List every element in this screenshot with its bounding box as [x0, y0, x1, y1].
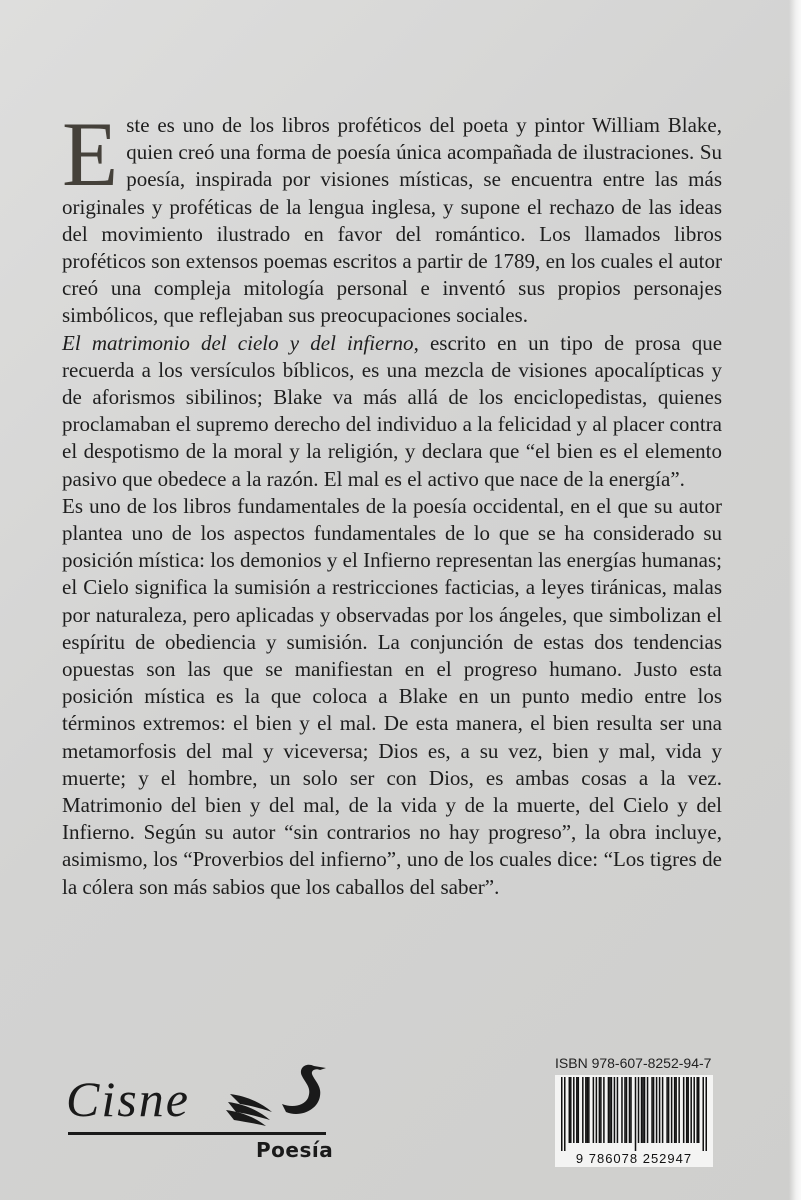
barcode-bar [656, 1077, 658, 1143]
barcode-bar [609, 1077, 611, 1143]
barcode-bar [617, 1077, 619, 1143]
barcode-bar [624, 1077, 626, 1143]
barcode-bar [678, 1077, 680, 1143]
book-title: El matrimonio del cielo y del infierno [62, 330, 414, 355]
publisher-logo [66, 1060, 336, 1170]
barcode-bar [666, 1077, 668, 1143]
barcode-bar [629, 1077, 631, 1143]
barcode [555, 1075, 713, 1167]
barcode-bar [647, 1077, 649, 1143]
logo-divider [68, 1132, 326, 1135]
barcode-bar [653, 1077, 655, 1143]
barcode-bars [561, 1077, 707, 1151]
barcode-bar [635, 1077, 637, 1151]
barcode-bar [585, 1077, 587, 1143]
paragraph-2-text: , escrito en un tipo de prosa que recuerda a los versículos bíblicos, es una mezcla de visiones apocalípticas y de aforismos sibilinos; Blake va más allá de los enciclopedistas, quienes proclamaban el supremo derecho del individuo a la felicidad y al placer contra el despotismo de la moral y la religión, y declara que “el bien es el elemento pasivo que obedece a la razón. El mal es el activo que nace de la energía”. [62, 330, 723, 491]
barcode-bar [630, 1077, 632, 1143]
barcode-bar [593, 1077, 595, 1143]
barcode-bar [671, 1077, 673, 1143]
isbn-label: ISBN 978-607-8252-94-7 [555, 1055, 712, 1071]
barcode-bar [588, 1077, 590, 1143]
barcode-bar [573, 1077, 575, 1143]
barcode-bar [570, 1077, 572, 1143]
barcode-bar [596, 1077, 598, 1143]
swan-icon [226, 1060, 336, 1130]
collection-label: Poesía [256, 1138, 334, 1162]
barcode-bar [569, 1077, 571, 1143]
barcode-bar [659, 1077, 661, 1143]
barcode-bar [674, 1077, 676, 1143]
logo-wordmark: Cisne [66, 1071, 190, 1127]
barcode-bar [696, 1077, 698, 1143]
back-cover-text [62, 103, 723, 901]
barcode-bar [675, 1077, 677, 1143]
barcode-bar [641, 1077, 643, 1143]
barcode-bar [561, 1077, 563, 1151]
paragraph-1 [62, 103, 722, 330]
barcode-bar [638, 1077, 640, 1143]
barcode-bar [621, 1077, 623, 1143]
barcode-bar [686, 1077, 688, 1143]
barcode-bar [687, 1077, 689, 1143]
barcode-bar [642, 1077, 644, 1143]
barcode-bar [626, 1077, 628, 1143]
barcode-bar [690, 1077, 692, 1143]
barcode-digits: 9 786078 252947 [575, 1151, 693, 1166]
barcode-bar [644, 1077, 646, 1143]
barcode-area [555, 1055, 715, 1167]
barcode-bar [611, 1077, 613, 1143]
barcode-bar [599, 1077, 601, 1143]
barcode-bar [662, 1077, 664, 1143]
barcode-bar [578, 1077, 580, 1143]
barcode-bar [668, 1077, 670, 1143]
paragraph-1-text: ste es uno de los libros proféticos del poeta y pintor William Blake, quien creó una forma de poesía única acompañada de ilustraciones. Su poesía, inspirada por visiones místicas, se encuentra entre las más originales y proféticas de la lengua inglesa, y supone el rechazo de las ideas del movimiento ilustrado en favor del romántico. Los llamados libros proféticos son extensos poemas escritos a partir de 1789, en los cuales el autor creó una compleja mitología personal e inventó sus propios personajes simbólicos, que reflejaban sus preocupaciones sociales. [62, 113, 722, 328]
barcode-bar [587, 1077, 589, 1143]
paragraph-2 [62, 330, 722, 493]
barcode-bar [564, 1077, 566, 1151]
drop-cap: E [62, 103, 119, 205]
barcode-bar [582, 1077, 584, 1143]
barcode-bar [651, 1077, 653, 1143]
barcode-bar [614, 1077, 616, 1143]
barcode-bar [702, 1077, 704, 1151]
barcode-bar [693, 1077, 695, 1143]
paragraph-3: Es uno de los libros fundamentales de la poesía occidental, en el que su autor plantea uno de los aspectos fundamentales de lo que se ha considerado su posición mística: los demonios y el Infierno representan las energías humanas; el Cielo significa la sumisión a restricciones facticias, a leyes tiránicas, malas por naturaleza, pero aplicadas y observadas por los ángeles, que simbolizan el espíritu de obediencia y sumisión. La conjunción de estas dos tendencias opuestas son las que se manifiestan en el progreso humano. Justo esta posición mística es la que coloca a Blake en un punto medio entre los términos extremos: el bien y el mal. De esta manera, el bien resulta ser una metamorfosis del mal y viceversa; Dios es, a su vez, bien y mal, vida y muerte; y el hombre, un solo ser con Dios, es ambas cosas a la vez. Matrimonio del bien y del mal, de la vida y de la muerte, del Cielo y del Infierno. Según su autor “sin contrarios no hay progreso”, la obra incluye, asimismo, los “Proverbios del infierno”, uno de los cuales dice: “Los tigres de la cólera son más sabios que los caballos del saber”. [62, 493, 722, 899]
barcode-bar [603, 1077, 605, 1143]
cover-edge [789, 0, 801, 1200]
barcode-bar [705, 1077, 707, 1151]
barcode-bar [600, 1077, 602, 1143]
barcode-bar [576, 1077, 578, 1143]
barcode-bar [608, 1077, 610, 1143]
barcode-bar [698, 1077, 700, 1143]
barcode-bar [683, 1077, 685, 1143]
